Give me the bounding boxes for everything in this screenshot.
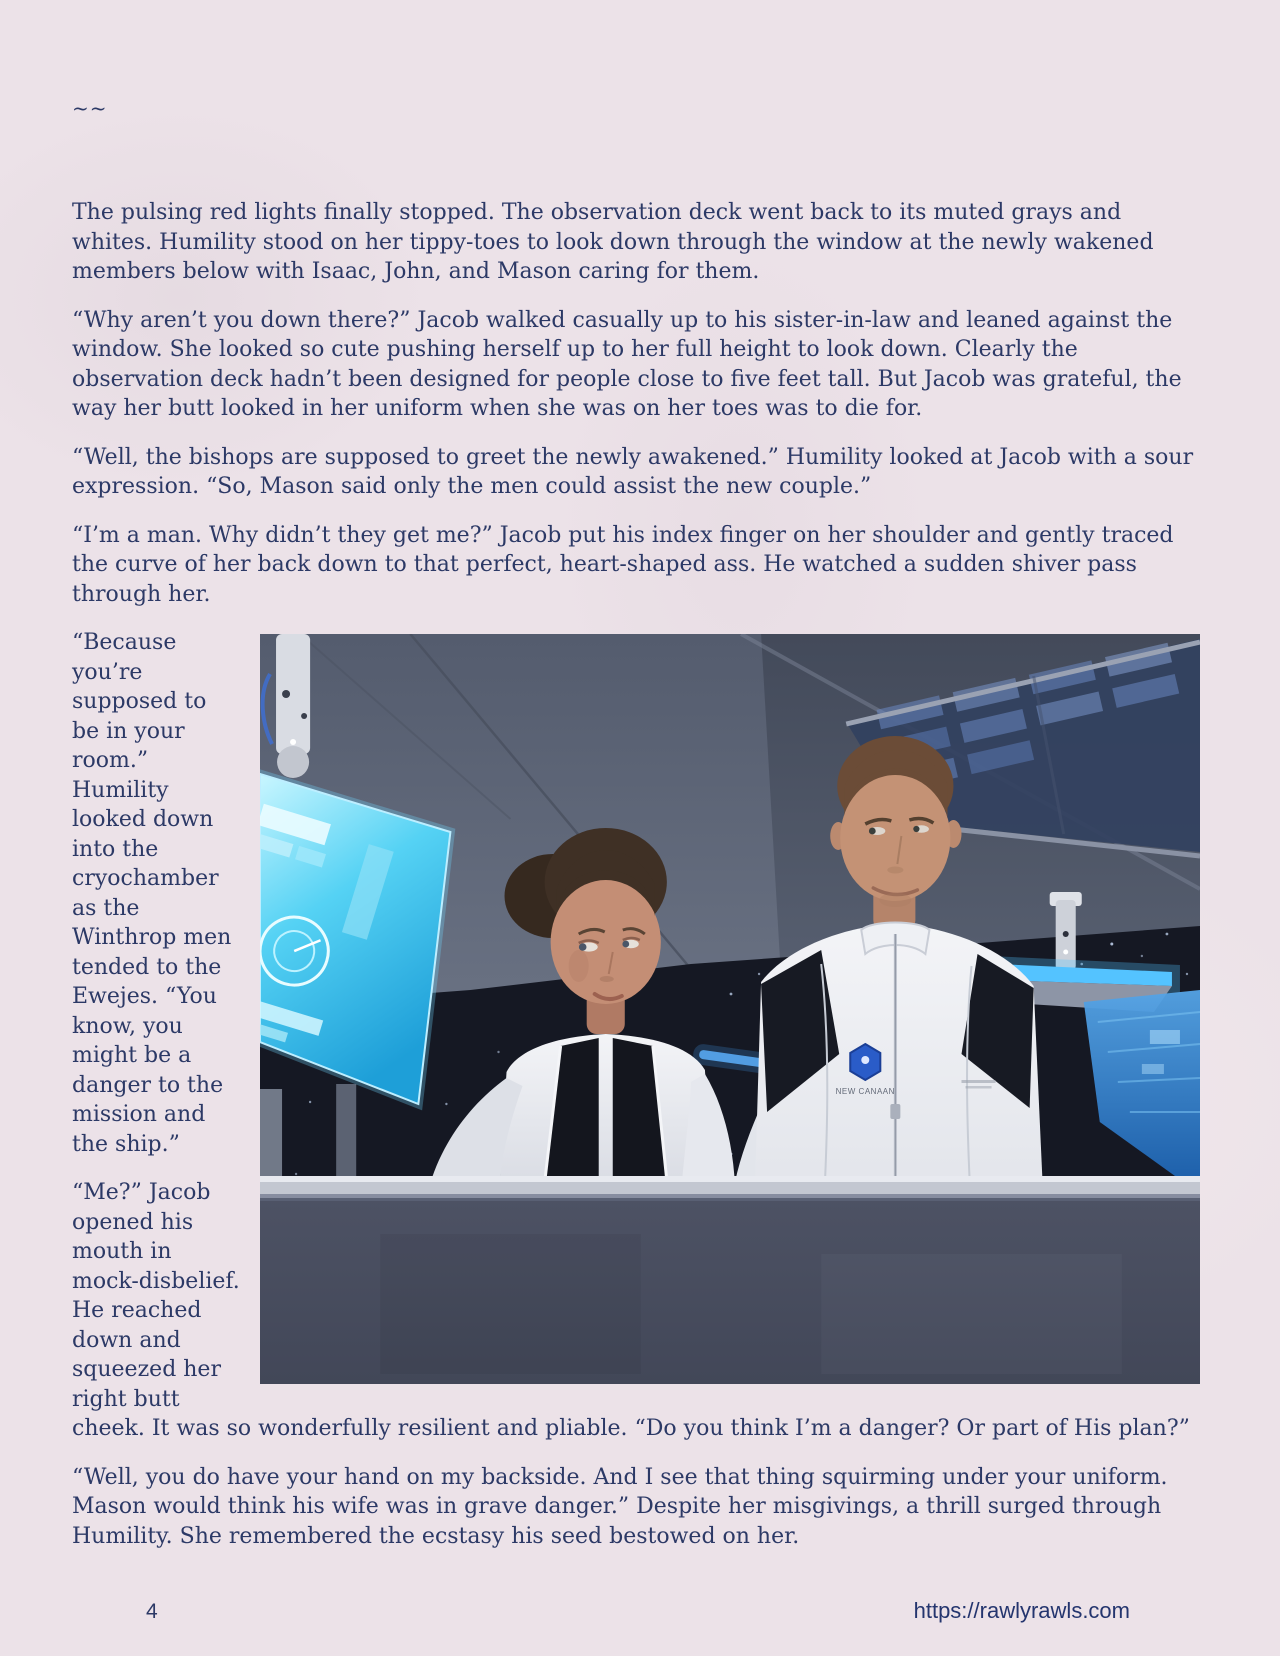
image-scene-svg <box>260 634 1200 1384</box>
story-paragraph: “Why aren’t you down there?” Jacob walked casually up to his sister-in-law and leaned against the window. She looked so cute pushing herself up to her full height to look down. Clearly the observation deck hadn’t been designed for people close to five feet tall. But Jacob was grateful, the way her butt looked in her uniform when she was on her toes was to die for. <box>72 307 1182 421</box>
zipper-pull <box>890 1104 900 1119</box>
story-body <box>72 96 1200 1570</box>
badge-label: NEW CANAAN <box>835 1087 895 1096</box>
railing <box>260 1176 1200 1199</box>
face <box>840 775 950 901</box>
story-paragraph: “I’m a man. Why didn’t they get me?” Jacob put his index finger on her shoulder and gently traced the curve of her back down to that perfect, heart-shaped ass. He watched a sudden shiver pass through her. <box>72 522 1174 607</box>
footer-page-number: 4 <box>146 1600 158 1623</box>
story-image <box>260 634 1200 1384</box>
ledge <box>260 1198 1200 1384</box>
story-paragraph: “Well, you do have your hand on my backside. And I see that thing squirming under your uniform. Mason would think his wife was in grave danger.” Despite her misgivings, a thrill surged through Humility. She remembered the ecstasy his seed bestowed on her. <box>72 1464 1168 1549</box>
uniform-torso <box>499 1034 713 1200</box>
story-paragraph: “Me?” Jacob opened his mouth in mock-disbelief. He reached down and squeezed her right butt cheek. It was so wonderfully resilient and pliable. “Do you think I’m a danger? Or part of His plan?” <box>72 1180 1190 1441</box>
face <box>551 880 661 1004</box>
story-paragraph: “Because you’re supposed to be in your room.” Humility looked down into the cryochamber as the Winthrop men tended to the Ewejes. “You know, you might be a danger to the mission and the ship.” <box>72 630 232 1157</box>
story-paragraph: “Well, the bishops are supposed to greet the newly awakened.” Humility looked at Jacob with a sour expression. “So, Mason said only the men could assist the new couple.” <box>72 444 1194 499</box>
footer-site-url[interactable]: https://rawlyrawls.com <box>913 1598 1130 1623</box>
scene-separator: ~~ <box>72 96 108 120</box>
story-paragraph: The pulsing red lights finally stopped. The observation deck went back to its muted grays and whites. Humility stood on her tippy-toes to look down through the window at the newly wakened members below with Isaac, John, and Mason caring for them. <box>72 200 1154 284</box>
